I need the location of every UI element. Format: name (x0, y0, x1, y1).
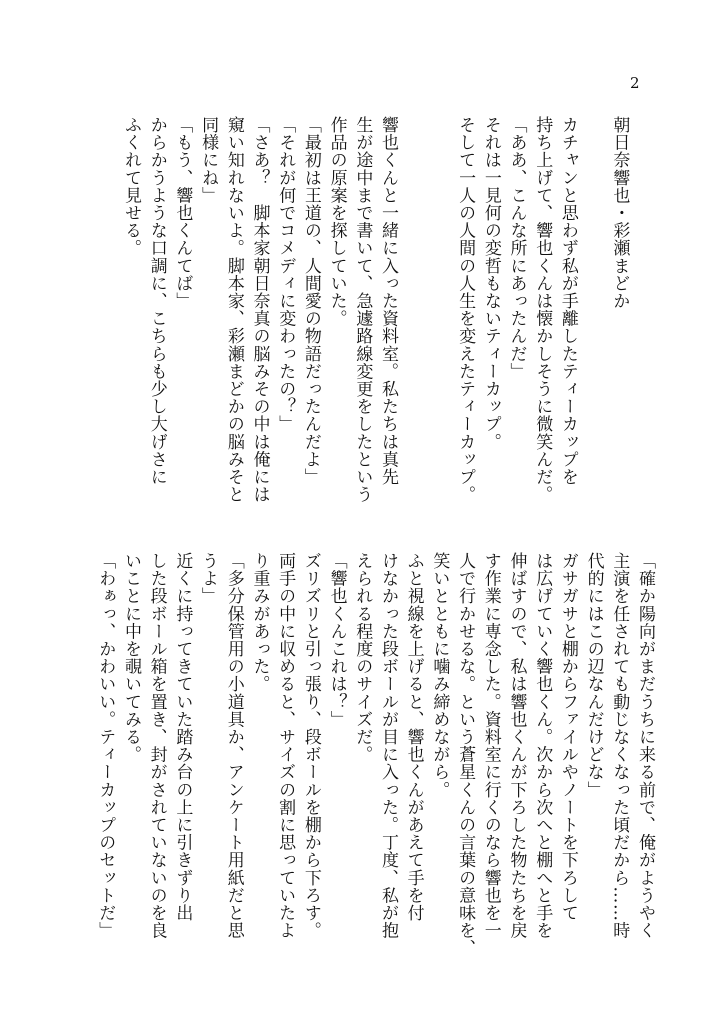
body-text-bottom-tier (92, 552, 657, 972)
chapter-heading: 朝日奈響也・彩瀬まどか (609, 116, 630, 310)
text-line: うよ」 (198, 552, 219, 605)
text-line (426, 116, 452, 516)
text-line: いことに中を覗いてみる。 (120, 552, 141, 764)
text-line: す作業に専念した。資料室に行くのなら響也を一 (480, 552, 501, 940)
text-line: 「わぁっ、かわいい。ティーカップのセットだ」 (95, 552, 116, 940)
text-line: 生が途中まで書いて、急遽路線変更をしたという (352, 116, 373, 504)
text-line: からかうような口調に、こちらも少し大げさに (146, 116, 167, 486)
text-line (400, 116, 426, 516)
text-line: ふくれて見せる。 (121, 116, 141, 257)
text-line (580, 116, 606, 516)
text-line: 伸ばすので、私は響也くんが下ろした物たちを戻 (506, 552, 527, 940)
text-line: ふと視線を上げると、響也くんがあえて手を付 (403, 552, 424, 922)
text-line: えられる程度のサイズだ。 (352, 552, 373, 764)
text-line: 持ち上げて、響也くんは懐かしそうに微笑んだ。 (532, 116, 553, 504)
text-line: 「ああ、こんな所にあったんだ」 (506, 116, 527, 380)
text-line: は広げていく響也くん。次から次へと棚へと手を (532, 552, 553, 940)
text-line: 「多分保管用の小道具か、アンケート用紙だと思 (223, 552, 244, 940)
text-line: 笑いとともに噛み締めながら。 (429, 552, 450, 799)
text-line: 代的にはこの辺なんだけどな」 (583, 552, 604, 799)
text-line: り重みがあった。 (249, 552, 270, 693)
text-line: した段ボール箱を置き、封がされていないのを良 (146, 552, 167, 940)
text-line: 同様にね」 (198, 116, 219, 204)
text-line: 「さあ？ 脚本家朝日奈真の脳みその中は俺には (249, 116, 270, 504)
text-line: それは一見何の変哲もないティーカップ。 (480, 116, 501, 451)
text-line: 響也くんと一緒に入った資料室。私たちは真先 (378, 116, 399, 486)
page-number: 2 (630, 74, 640, 92)
text-line: 「響也くんこれは？」 (326, 552, 347, 728)
text-line: 「それが何でコメディに変わったの？」 (275, 116, 296, 433)
text-line: けなかった段ボールが目に入った。丁度、私が抱 (377, 552, 398, 940)
body-text-top-tier (92, 116, 657, 516)
text-line: 人で行かせるな。という蒼星くんの言葉の意味を、 (455, 552, 476, 957)
text-line: 「最初は王道の、人間愛の物語だったんだよ」 (300, 116, 321, 486)
text-line: 作品の原案を探していた。 (326, 116, 347, 328)
text-line (631, 116, 657, 516)
text-line: ズリズリと引っ張り、段ボールを棚から下ろす。 (300, 552, 321, 940)
text-line: そして一人の人間の人生を変えたティーカップ。 (455, 116, 476, 504)
text-line: 「もう、響也くんてば」 (172, 116, 193, 310)
text-line: 主演を任されても動じなくなった頃だから……時 (609, 552, 630, 940)
text-line: ガサガサと棚からファイルやノートを下ろして (557, 552, 578, 922)
text-line: 両手の中に収めると、サイズの割に思っていたよ (275, 552, 296, 940)
text-line: カチャンと思わず私が手離したティーカップを (557, 116, 578, 486)
text-line: 「確か陽向がまだうちに来る前で、俺がようやく (635, 552, 655, 940)
text-line: 近くに持ってきていた踏み台の上に引きずり出 (172, 552, 193, 922)
text-line: 窺い知れないよ。脚本家、彩瀬まどかの脳みそと (223, 116, 244, 504)
